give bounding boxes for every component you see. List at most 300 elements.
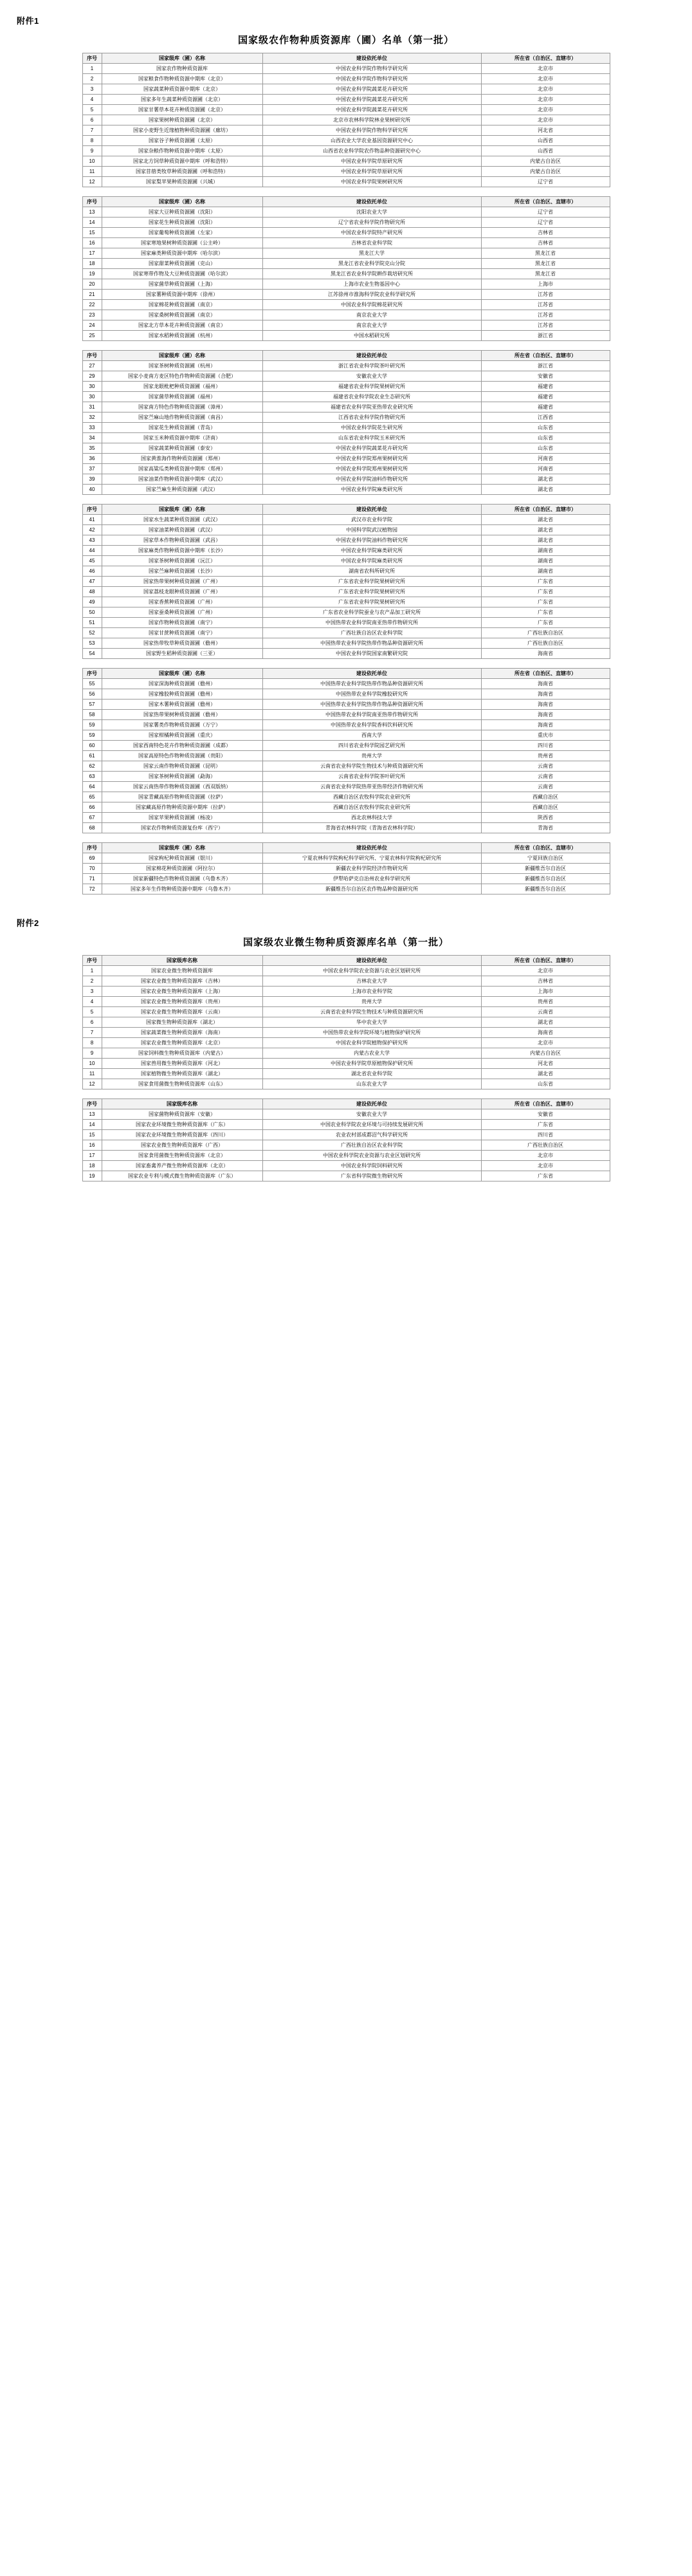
cell-index: 41 (82, 515, 102, 525)
cell-host-unit: 广东省科学院微生物研究所 (262, 1171, 481, 1181)
table-row (82, 146, 610, 156)
cell-index: 48 (82, 587, 102, 597)
cell-index: 59 (82, 720, 102, 730)
cell-index: 15 (82, 228, 102, 238)
table-row (82, 1017, 610, 1028)
attachment-1-tables (15, 53, 677, 894)
cell-index: 34 (82, 433, 102, 443)
cell-host-unit: 辽宁省农业科学院作物研究所 (262, 218, 481, 228)
cell-province: 上海市 (481, 987, 610, 997)
cell-library-name: 国家水稻种质资源圃（杭州） (102, 331, 262, 341)
cell-index: 15 (82, 1130, 102, 1140)
table-block (15, 668, 677, 833)
cell-host-unit: 西藏自治区农牧科学院农业研究所 (262, 792, 481, 802)
table-header-row (82, 53, 610, 64)
table-row (82, 1048, 610, 1059)
cell-library-name: 国家农业微生物种质资源库（吉林） (102, 976, 262, 987)
table-row (82, 597, 610, 607)
cell-province: 山西省 (481, 136, 610, 146)
table-row (82, 884, 610, 894)
table-row (82, 74, 610, 84)
cell-index: 24 (82, 320, 102, 331)
cell-host-unit: 云南省农业科学院生物技术与种质资源研究所 (262, 1007, 481, 1017)
table-row (82, 320, 610, 331)
cell-library-name: 国家西南特色花卉作物种质资源圃（成都） (102, 741, 262, 751)
cell-library-name: 国家食用菌微生物种质资源库（山东） (102, 1079, 262, 1089)
table-header-row (82, 843, 610, 853)
table-header-row (82, 505, 610, 515)
table-row (82, 84, 610, 95)
table-row (82, 269, 610, 279)
cell-host-unit: 中国热带农业科学院环境与植物保护研究所 (262, 1028, 481, 1038)
table-row (82, 371, 610, 382)
cell-province: 吉林省 (481, 976, 610, 987)
cell-index: 65 (82, 792, 102, 802)
column-header: 序号 (82, 351, 102, 361)
section-spacer (15, 903, 677, 914)
cell-host-unit: 中国农业科学院特产研究所 (262, 228, 481, 238)
cell-province: 黑龙江省 (481, 248, 610, 259)
table-block (15, 504, 677, 659)
cell-province: 海南省 (481, 710, 610, 720)
column-header: 建设依托单位 (262, 843, 481, 853)
cell-province: 贵州省 (481, 751, 610, 761)
cell-province: 湖北省 (481, 474, 610, 485)
cell-index: 17 (82, 248, 102, 259)
resource-table (82, 668, 610, 833)
cell-province: 江苏省 (481, 300, 610, 310)
cell-index: 22 (82, 300, 102, 310)
table-row (82, 1038, 610, 1048)
cell-library-name: 国家青藏高原作物种质资源圃（拉萨） (102, 792, 262, 802)
table-row (82, 331, 610, 341)
cell-province: 河南省 (481, 464, 610, 474)
column-header: 国家级库（圃）名称 (102, 197, 262, 207)
cell-index: 56 (82, 689, 102, 700)
table-row (82, 1007, 610, 1017)
cell-province: 福建省 (481, 382, 610, 392)
cell-index: 53 (82, 638, 102, 649)
table-row (82, 474, 610, 485)
cell-library-name: 国家苎麻种质资源圃（长沙） (102, 566, 262, 577)
table-header-row (82, 351, 610, 361)
cell-host-unit: 江苏徐州市淮海科学院农业科学研究所 (262, 290, 481, 300)
cell-index: 46 (82, 566, 102, 577)
cell-library-name: 国家农业专利与模式微生物种质资源库（广东） (102, 1171, 262, 1181)
cell-province: 辽宁省 (481, 218, 610, 228)
cell-library-name: 国家兽用微生物种质资源库（河北） (102, 1059, 262, 1069)
cell-host-unit: 湖南省农科所研究所 (262, 566, 481, 577)
cell-province: 北京市 (481, 966, 610, 976)
table-row (82, 556, 610, 566)
resource-table (82, 196, 610, 341)
cell-library-name: 国家农业环境微生物种质资源库（广东） (102, 1120, 262, 1130)
table-row (82, 710, 610, 720)
table-row (82, 433, 610, 443)
cell-index: 36 (82, 454, 102, 464)
column-header: 建设依托单位 (262, 669, 481, 679)
cell-province: 贵州省 (481, 997, 610, 1007)
cell-host-unit: 吉林农业大学 (262, 976, 481, 987)
cell-index: 44 (82, 546, 102, 556)
cell-host-unit: 中国农业科学院油料作物研究所 (262, 474, 481, 485)
cell-host-unit: 黑龙江省农业科学院耕作栽培研究所 (262, 269, 481, 279)
column-header: 序号 (82, 843, 102, 853)
table-row (82, 238, 610, 248)
cell-index: 64 (82, 782, 102, 792)
cell-library-name: 国家云南作物种质资源圃（昆明） (102, 761, 262, 772)
cell-province: 海南省 (481, 689, 610, 700)
cell-province: 山东省 (481, 433, 610, 443)
column-header: 序号 (82, 197, 102, 207)
cell-library-name: 国家橡胶种质资源圃（儋州） (102, 689, 262, 700)
cell-province: 云南省 (481, 782, 610, 792)
resource-table (82, 53, 610, 187)
column-header: 建设依托单位 (262, 956, 481, 966)
cell-host-unit: 中国农业科学院草原研究所 (262, 156, 481, 167)
cell-library-name: 国家作物种质资源圃（南宁） (102, 618, 262, 628)
cell-province: 广东省 (481, 607, 610, 618)
cell-library-name: 国家谷子种质资源圃（太原） (102, 136, 262, 146)
cell-library-name: 国家香蕉种质资源圃（广州） (102, 597, 262, 607)
cell-index: 37 (82, 464, 102, 474)
cell-province: 浙江省 (481, 331, 610, 341)
column-header: 序号 (82, 53, 102, 64)
cell-library-name: 国家花生种质资源圃（沈阳） (102, 218, 262, 228)
cell-library-name: 国家菌草种质资源圃（福州） (102, 392, 262, 402)
cell-index: 30 (82, 392, 102, 402)
cell-index: 23 (82, 310, 102, 320)
cell-library-name: 国家麻类种质资源中期库（哈尔滨） (102, 248, 262, 259)
table-row (82, 1059, 610, 1069)
cell-province: 河北省 (481, 1059, 610, 1069)
table-row (82, 689, 610, 700)
cell-province: 安徽省 (481, 1109, 610, 1120)
table-row (82, 1069, 610, 1079)
cell-host-unit: 福建省农业科学院果树研究所 (262, 382, 481, 392)
table-row (82, 546, 610, 556)
cell-province: 广东省 (481, 1120, 610, 1130)
cell-host-unit: 宁夏农林科学院枸杞科学研究所、宁夏农林科学院枸杞研究所 (262, 853, 481, 864)
cell-province: 湖北省 (481, 535, 610, 546)
cell-index: 39 (82, 474, 102, 485)
cell-host-unit: 中国热带农业科学院香料饮料研究所 (262, 720, 481, 730)
cell-province: 北京市 (481, 95, 610, 105)
cell-host-unit: 上海市农业科学院 (262, 987, 481, 997)
cell-host-unit: 北京市农林科学院林业果树研究所 (262, 115, 481, 125)
cell-host-unit: 黑龙江省农业科学院克山分院 (262, 259, 481, 269)
cell-index: 11 (82, 1069, 102, 1079)
cell-host-unit: 南京农业大学 (262, 320, 481, 331)
cell-index: 8 (82, 1038, 102, 1048)
cell-index: 43 (82, 535, 102, 546)
table-row (82, 1130, 610, 1140)
table-row (82, 412, 610, 423)
column-header: 国家级库（圃）名称 (102, 669, 262, 679)
column-header: 国家级库（圃）名称 (102, 843, 262, 853)
cell-library-name: 国家粮食作物种质资源中期库（北京） (102, 74, 262, 84)
cell-host-unit: 上海市农业生物基因中心 (262, 279, 481, 290)
table-row (82, 454, 610, 464)
cell-host-unit: 湖北省农业科学院 (262, 1069, 481, 1079)
cell-index: 2 (82, 976, 102, 987)
cell-library-name: 国家薯类作物种质资源圃（万宁） (102, 720, 262, 730)
cell-host-unit: 中国农业科学院果树研究所 (262, 177, 481, 187)
cell-host-unit: 黑龙江大学 (262, 248, 481, 259)
cell-province: 湖北省 (481, 525, 610, 535)
cell-index: 5 (82, 1007, 102, 1017)
table-row (82, 823, 610, 833)
cell-index: 11 (82, 167, 102, 177)
cell-host-unit: 中国水稻研究所 (262, 331, 481, 341)
cell-host-unit: 贵州大学 (262, 997, 481, 1007)
cell-library-name: 国家麻类作物种质资源中期库（长沙） (102, 546, 262, 556)
cell-province: 江苏省 (481, 290, 610, 300)
table-row (82, 864, 610, 874)
cell-host-unit: 安徽农业大学 (262, 1109, 481, 1120)
cell-index: 30 (82, 382, 102, 392)
cell-index: 27 (82, 361, 102, 371)
cell-library-name: 国家热带果树种质资源圃（广州） (102, 577, 262, 587)
cell-index: 16 (82, 1140, 102, 1151)
cell-host-unit: 吉林省农业科学院 (262, 238, 481, 248)
table-row (82, 525, 610, 535)
table-row (82, 782, 610, 792)
cell-library-name: 国家苹果种质资源圃（杨凌） (102, 813, 262, 823)
cell-province: 山东省 (481, 1079, 610, 1089)
cell-host-unit: 中国热带农业科学院南亚热带作物研究所 (262, 618, 481, 628)
table-row (82, 392, 610, 402)
cell-library-name: 国家蔬菜种质资源圃（泰安） (102, 443, 262, 454)
table-block (15, 350, 677, 495)
cell-library-name: 国家热带果树种质资源圃（儋州） (102, 710, 262, 720)
cell-index: 1 (82, 966, 102, 976)
cell-province: 浙江省 (481, 361, 610, 371)
cell-index: 55 (82, 679, 102, 689)
cell-host-unit: 内蒙古农业大学 (262, 1048, 481, 1059)
cell-index: 12 (82, 177, 102, 187)
cell-host-unit: 福建省农业科学院农业生态研究所 (262, 392, 481, 402)
cell-province: 湖北省 (481, 515, 610, 525)
table-row (82, 1079, 610, 1089)
table-row (82, 966, 610, 976)
cell-index: 25 (82, 331, 102, 341)
table-row (82, 248, 610, 259)
cell-province: 江苏省 (481, 310, 610, 320)
table-row (82, 402, 610, 412)
cell-library-name: 国家苜蓿类牧草种质资源圃（呼和浩特） (102, 167, 262, 177)
cell-host-unit: 广东省农业科学院蚕业与农产品加工研究所 (262, 607, 481, 618)
cell-province: 西藏自治区 (481, 792, 610, 802)
cell-library-name: 国家玉米种质资源中期库（济南） (102, 433, 262, 443)
table-row (82, 566, 610, 577)
cell-index: 10 (82, 1059, 102, 1069)
table-block (15, 955, 677, 1089)
cell-index: 63 (82, 772, 102, 782)
cell-province: 北京市 (481, 74, 610, 84)
column-header: 国家级库（圃）名称 (102, 505, 262, 515)
cell-library-name: 国家花生种质资源圃（青岛） (102, 423, 262, 433)
column-header: 建设依托单位 (262, 351, 481, 361)
table-header-row (82, 1099, 610, 1109)
cell-library-name: 国家梨苹果种质资源圃（兴城） (102, 177, 262, 187)
cell-province: 广东省 (481, 1171, 610, 1181)
table-row (82, 228, 610, 238)
cell-index: 42 (82, 525, 102, 535)
cell-province: 黑龙江省 (481, 269, 610, 279)
cell-province: 北京市 (481, 64, 610, 74)
cell-host-unit: 中国农业科学院饲料研究所 (262, 1161, 481, 1171)
table-row (82, 628, 610, 638)
table-row (82, 874, 610, 884)
cell-index: 3 (82, 987, 102, 997)
cell-library-name: 国家农作物种质资源复份库（西宁） (102, 823, 262, 833)
cell-province: 湖北省 (481, 485, 610, 495)
cell-library-name: 国家龙眼枇杷种质资源圃（福州） (102, 382, 262, 392)
cell-host-unit: 伊犁哈萨克自治州农业科学研究所 (262, 874, 481, 884)
column-header: 所在省（自治区、直辖市） (481, 53, 610, 64)
cell-host-unit: 中国农业科学院麻类研究所 (262, 556, 481, 566)
cell-index: 6 (82, 115, 102, 125)
cell-host-unit: 山西省农业科学院农作物品种资源研究中心 (262, 146, 481, 156)
table-row (82, 997, 610, 1007)
cell-host-unit: 西北农林科技大学 (262, 813, 481, 823)
table-row (82, 587, 610, 597)
table-row (82, 1109, 610, 1120)
cell-host-unit: 西藏自治区农牧科学院农业研究所 (262, 802, 481, 813)
table-row (82, 423, 610, 433)
table-row (82, 987, 610, 997)
column-header: 所在省（自治区、直辖市） (481, 956, 610, 966)
column-header: 建设依托单位 (262, 505, 481, 515)
cell-index: 4 (82, 997, 102, 1007)
table-row (82, 310, 610, 320)
column-header: 所在省（自治区、直辖市） (481, 197, 610, 207)
cell-province: 云南省 (481, 1007, 610, 1017)
table-row (82, 115, 610, 125)
cell-library-name: 国家桑树种质资源圃（南京） (102, 310, 262, 320)
cell-province: 四川省 (481, 741, 610, 751)
table-row (82, 64, 610, 74)
cell-province: 海南省 (481, 649, 610, 659)
cell-host-unit: 中国农业科学院作物科学研究所 (262, 125, 481, 136)
table-row (82, 813, 610, 823)
cell-library-name: 国家蔬菜微生物种质资源库（海南） (102, 1028, 262, 1038)
table-row (82, 95, 610, 105)
cell-host-unit: 中国热带农业科学院南亚热带作物研究所 (262, 710, 481, 720)
cell-host-unit: 中国农业科学院草原植物保护研究所 (262, 1059, 481, 1069)
cell-library-name: 国家高粱瓜类种质资源中期库（郑州） (102, 464, 262, 474)
column-header: 序号 (82, 1099, 102, 1109)
cell-index: 13 (82, 1109, 102, 1120)
cell-library-name: 国家农业微生物种质资源库（上海） (102, 987, 262, 997)
column-header: 所在省（自治区、直辖市） (481, 669, 610, 679)
cell-index: 33 (82, 423, 102, 433)
cell-host-unit: 云南省农业科学院热带亚热带经济作物研究所 (262, 782, 481, 792)
cell-library-name: 国家薯种质资源中期库（徐州） (102, 290, 262, 300)
cell-host-unit: 中国农业科学院棉花研究所 (262, 300, 481, 310)
table-row (82, 577, 610, 587)
cell-host-unit: 浙江省农业科学院茶叶研究所 (262, 361, 481, 371)
cell-province: 海南省 (481, 1028, 610, 1038)
cell-index: 9 (82, 1048, 102, 1059)
cell-library-name: 国家藏高原作物种质资源中期库（拉萨） (102, 802, 262, 813)
cell-library-name: 国家木薯种质资源圃（儋州） (102, 700, 262, 710)
cell-index: 69 (82, 853, 102, 864)
cell-province: 黑龙江省 (481, 259, 610, 269)
resource-table (82, 350, 610, 495)
cell-host-unit: 青海省农林科学院（青海省农林科学院） (262, 823, 481, 833)
table-row (82, 515, 610, 525)
cell-library-name: 国家食用菌微生物种质资源库（北京） (102, 1151, 262, 1161)
cell-library-name: 国家畜禽养产微生物种质资源库（北京） (102, 1161, 262, 1171)
cell-host-unit: 中国农业科学院蔬菜花卉研究所 (262, 84, 481, 95)
cell-index: 12 (82, 1079, 102, 1089)
cell-host-unit: 中国热带农业科学院热带作物品种资源研究所 (262, 679, 481, 689)
cell-province: 青海省 (481, 823, 610, 833)
cell-province: 福建省 (481, 392, 610, 402)
cell-host-unit: 广东省农业科学院果树研究所 (262, 577, 481, 587)
cell-province: 江西省 (481, 412, 610, 423)
cell-library-name: 国家北方饲草种质资源中期库（呼和浩特） (102, 156, 262, 167)
cell-library-name: 国家热带牧草种质资源圃（儋州） (102, 638, 262, 649)
cell-index: 61 (82, 751, 102, 761)
cell-province: 山西省 (481, 146, 610, 156)
cell-province: 内蒙古自治区 (481, 1048, 610, 1059)
cell-index: 14 (82, 1120, 102, 1130)
cell-host-unit: 中国农业科学院作物科学研究所 (262, 74, 481, 84)
cell-province: 辽宁省 (481, 207, 610, 218)
cell-province: 西藏自治区 (481, 802, 610, 813)
table-header-row (82, 197, 610, 207)
column-header: 序号 (82, 669, 102, 679)
cell-host-unit: 中国农业科学院花生研究所 (262, 423, 481, 433)
cell-index: 2 (82, 74, 102, 84)
cell-library-name: 国家甘薯草本花卉种质资源圃（北京） (102, 105, 262, 115)
cell-host-unit: 中国农业科学院草原研究所 (262, 167, 481, 177)
cell-library-name: 国家黄淮海作物种质资源圃（郑州） (102, 454, 262, 464)
cell-index: 20 (82, 279, 102, 290)
cell-index: 8 (82, 136, 102, 146)
cell-province: 内蒙古自治区 (481, 156, 610, 167)
cell-library-name: 国家微生物种质资源库（湖北） (102, 1017, 262, 1028)
table-row (82, 679, 610, 689)
resource-table (82, 504, 610, 659)
cell-index: 47 (82, 577, 102, 587)
attachment-1-label: 附件1 (17, 16, 39, 26)
cell-host-unit: 中国科学院武汉植物园 (262, 525, 481, 535)
column-header: 所在省（自治区、直辖市） (481, 1099, 610, 1109)
table-row (82, 976, 610, 987)
table-row (82, 751, 610, 761)
table-row (82, 772, 610, 782)
cell-host-unit: 新疆维吾尔自治区农作物品种资源研究所 (262, 884, 481, 894)
attachment-2-title: 国家级农业微生物种质资源库名单（第一批） (242, 937, 449, 948)
cell-province: 云南省 (481, 761, 610, 772)
cell-host-unit: 中国农业科学院农业资源与农业区划研究所 (262, 1151, 481, 1161)
table-row (82, 361, 610, 371)
column-header: 序号 (82, 956, 102, 966)
cell-host-unit: 中国热带农业科学院热带作物品种资源研究所 (262, 638, 481, 649)
cell-host-unit: 江西省农业科学院作物研究所 (262, 412, 481, 423)
cell-index: 59 (82, 730, 102, 741)
cell-host-unit: 武汉市农业科学院 (262, 515, 481, 525)
cell-library-name: 国家农业微生物种质资源库（北京） (102, 1038, 262, 1048)
table-row (82, 638, 610, 649)
cell-index: 16 (82, 238, 102, 248)
cell-host-unit: 中国农业科学院国家南繁研究院 (262, 649, 481, 659)
cell-index: 57 (82, 700, 102, 710)
